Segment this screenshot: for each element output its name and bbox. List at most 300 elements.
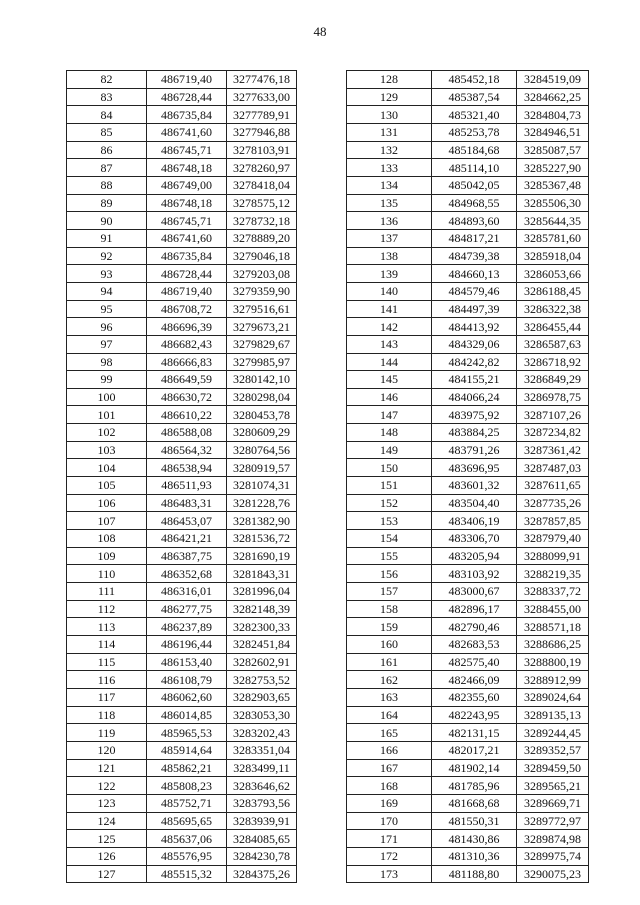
- table-row: [347, 477, 589, 495]
- point-number-cell: 136: [347, 212, 432, 230]
- point-number-cell: 149: [347, 441, 432, 459]
- y-coordinate-cell: 3282753,52: [227, 671, 297, 689]
- table-row: [347, 265, 589, 283]
- y-coordinate-cell: 3289352,57: [517, 741, 589, 759]
- y-coordinate-cell: 3287735,26: [517, 494, 589, 512]
- point-number-cell: 125: [67, 830, 147, 848]
- point-number-cell: 166: [347, 741, 432, 759]
- point-number-cell: 156: [347, 565, 432, 583]
- table-row: [67, 71, 297, 89]
- point-number-cell: 167: [347, 759, 432, 777]
- point-number-cell: 100: [67, 388, 147, 406]
- y-coordinate-cell: 3288455,00: [517, 600, 589, 618]
- point-number-cell: 87: [67, 159, 147, 177]
- y-coordinate-cell: 3284804,73: [517, 106, 589, 124]
- y-coordinate-cell: 3287979,40: [517, 530, 589, 548]
- point-number-cell: 108: [67, 530, 147, 548]
- x-coordinate-cell: 486682,43: [147, 335, 227, 353]
- table-row: [67, 353, 297, 371]
- point-number-cell: 147: [347, 406, 432, 424]
- y-coordinate-cell: 3289772,97: [517, 812, 589, 830]
- point-number-cell: 86: [67, 141, 147, 159]
- x-coordinate-cell: 483884,25: [432, 424, 517, 442]
- point-number-cell: 91: [67, 229, 147, 247]
- point-number-cell: 95: [67, 300, 147, 318]
- y-coordinate-cell: 3289565,21: [517, 777, 589, 795]
- x-coordinate-cell: 485184,68: [432, 141, 517, 159]
- x-coordinate-cell: 485387,54: [432, 88, 517, 106]
- x-coordinate-cell: 485637,06: [147, 830, 227, 848]
- point-number-cell: 109: [67, 547, 147, 565]
- x-coordinate-cell: 486708,72: [147, 300, 227, 318]
- x-coordinate-cell: 486277,75: [147, 600, 227, 618]
- x-coordinate-cell: 483103,92: [432, 565, 517, 583]
- y-coordinate-cell: 3283646,62: [227, 777, 297, 795]
- x-coordinate-cell: 486387,75: [147, 547, 227, 565]
- table-row: [347, 706, 589, 724]
- table-row: [67, 530, 297, 548]
- table-row: [347, 547, 589, 565]
- table-row: [67, 388, 297, 406]
- x-coordinate-cell: 486153,40: [147, 653, 227, 671]
- y-coordinate-cell: 3279203,08: [227, 265, 297, 283]
- y-coordinate-cell: 3286587,63: [517, 335, 589, 353]
- point-number-cell: 137: [347, 229, 432, 247]
- point-number-cell: 154: [347, 530, 432, 548]
- x-coordinate-cell: 485321,40: [432, 106, 517, 124]
- point-number-cell: 172: [347, 847, 432, 865]
- x-coordinate-cell: 483504,40: [432, 494, 517, 512]
- point-number-cell: 101: [67, 406, 147, 424]
- x-coordinate-cell: 486014,85: [147, 706, 227, 724]
- x-coordinate-cell: 484329,06: [432, 335, 517, 353]
- y-coordinate-cell: 3279359,90: [227, 282, 297, 300]
- table-row: [347, 847, 589, 865]
- y-coordinate-cell: 3288800,19: [517, 653, 589, 671]
- table-row: [67, 159, 297, 177]
- point-number-cell: 170: [347, 812, 432, 830]
- point-number-cell: 89: [67, 194, 147, 212]
- table-row: [347, 424, 589, 442]
- x-coordinate-cell: 482790,46: [432, 618, 517, 636]
- point-number-cell: 133: [347, 159, 432, 177]
- y-coordinate-cell: 3281690,19: [227, 547, 297, 565]
- y-coordinate-cell: 3286849,29: [517, 371, 589, 389]
- x-coordinate-cell: 483406,19: [432, 512, 517, 530]
- table-row: [347, 512, 589, 530]
- y-coordinate-cell: 3282602,91: [227, 653, 297, 671]
- x-coordinate-cell: 484660,13: [432, 265, 517, 283]
- y-coordinate-cell: 3285781,60: [517, 229, 589, 247]
- x-coordinate-cell: 485576,95: [147, 847, 227, 865]
- y-coordinate-cell: 3289244,45: [517, 724, 589, 742]
- x-coordinate-cell: 481902,14: [432, 759, 517, 777]
- table-row: [347, 71, 589, 89]
- point-number-cell: 113: [67, 618, 147, 636]
- x-coordinate-cell: 484739,38: [432, 247, 517, 265]
- table-row: [67, 671, 297, 689]
- point-number-cell: 142: [347, 318, 432, 336]
- point-number-cell: 83: [67, 88, 147, 106]
- x-coordinate-cell: 486666,83: [147, 353, 227, 371]
- x-coordinate-cell: 486483,31: [147, 494, 227, 512]
- point-number-cell: 158: [347, 600, 432, 618]
- y-coordinate-cell: 3286455,44: [517, 318, 589, 336]
- y-coordinate-cell: 3283202,43: [227, 724, 297, 742]
- x-coordinate-cell: 486728,44: [147, 265, 227, 283]
- point-number-cell: 132: [347, 141, 432, 159]
- y-coordinate-cell: 3287361,42: [517, 441, 589, 459]
- table-row: [67, 653, 297, 671]
- x-coordinate-cell: 486421,21: [147, 530, 227, 548]
- table-row: [67, 141, 297, 159]
- table-row: [347, 636, 589, 654]
- x-coordinate-cell: 485515,32: [147, 865, 227, 883]
- point-number-cell: 84: [67, 106, 147, 124]
- table-row: [347, 300, 589, 318]
- y-coordinate-cell: 3278732,18: [227, 212, 297, 230]
- y-coordinate-cell: 3280919,57: [227, 459, 297, 477]
- point-number-cell: 162: [347, 671, 432, 689]
- x-coordinate-cell: 483000,67: [432, 583, 517, 601]
- x-coordinate-cell: 484968,55: [432, 194, 517, 212]
- y-coordinate-cell: 3278889,20: [227, 229, 297, 247]
- x-coordinate-cell: 485114,10: [432, 159, 517, 177]
- table-row: [67, 459, 297, 477]
- table-row: [67, 688, 297, 706]
- table-row: [67, 477, 297, 495]
- y-coordinate-cell: 3284375,26: [227, 865, 297, 883]
- table-row: [67, 794, 297, 812]
- y-coordinate-cell: 3277789,91: [227, 106, 297, 124]
- table-row: [67, 547, 297, 565]
- table-row: [67, 865, 297, 883]
- table-row: [347, 318, 589, 336]
- y-coordinate-cell: 3282903,65: [227, 688, 297, 706]
- x-coordinate-cell: 486511,93: [147, 477, 227, 495]
- y-coordinate-cell: 3279829,67: [227, 335, 297, 353]
- table-row: [67, 424, 297, 442]
- y-coordinate-cell: 3278260,97: [227, 159, 297, 177]
- y-coordinate-cell: 3277946,88: [227, 123, 297, 141]
- point-number-cell: 120: [67, 741, 147, 759]
- point-number-cell: 148: [347, 424, 432, 442]
- y-coordinate-cell: 3278575,12: [227, 194, 297, 212]
- x-coordinate-cell: 484066,24: [432, 388, 517, 406]
- y-coordinate-cell: 3285918,04: [517, 247, 589, 265]
- x-coordinate-cell: 486564,32: [147, 441, 227, 459]
- point-number-cell: 110: [67, 565, 147, 583]
- y-coordinate-cell: 3282148,39: [227, 600, 297, 618]
- y-coordinate-cell: 3285227,90: [517, 159, 589, 177]
- x-coordinate-cell: 481785,96: [432, 777, 517, 795]
- y-coordinate-cell: 3281382,90: [227, 512, 297, 530]
- point-number-cell: 143: [347, 335, 432, 353]
- y-coordinate-cell: 3288337,72: [517, 583, 589, 601]
- y-coordinate-cell: 3282451,84: [227, 636, 297, 654]
- x-coordinate-cell: 486588,08: [147, 424, 227, 442]
- point-number-cell: 164: [347, 706, 432, 724]
- table-row: [67, 229, 297, 247]
- table-row: [67, 706, 297, 724]
- coordinates-table-right: [346, 70, 589, 883]
- x-coordinate-cell: 484579,46: [432, 282, 517, 300]
- x-coordinate-cell: 486735,84: [147, 106, 227, 124]
- y-coordinate-cell: 3287487,03: [517, 459, 589, 477]
- y-coordinate-cell: 3288571,18: [517, 618, 589, 636]
- y-coordinate-cell: 3287611,65: [517, 477, 589, 495]
- table-row: [347, 565, 589, 583]
- table-row: [347, 688, 589, 706]
- point-number-cell: 117: [67, 688, 147, 706]
- x-coordinate-cell: 486745,71: [147, 141, 227, 159]
- table-row: [347, 530, 589, 548]
- table-row: [347, 282, 589, 300]
- y-coordinate-cell: 3279985,97: [227, 353, 297, 371]
- x-coordinate-cell: 484497,39: [432, 300, 517, 318]
- x-coordinate-cell: 486649,59: [147, 371, 227, 389]
- table-row: [67, 88, 297, 106]
- point-number-cell: 124: [67, 812, 147, 830]
- y-coordinate-cell: 3283793,56: [227, 794, 297, 812]
- point-number-cell: 111: [67, 583, 147, 601]
- x-coordinate-cell: 483975,92: [432, 406, 517, 424]
- x-coordinate-cell: 486735,84: [147, 247, 227, 265]
- table-row: [67, 212, 297, 230]
- table-row: [67, 123, 297, 141]
- point-number-cell: 127: [67, 865, 147, 883]
- y-coordinate-cell: 3281536,72: [227, 530, 297, 548]
- table-row: [347, 212, 589, 230]
- x-coordinate-cell: 485695,65: [147, 812, 227, 830]
- table-row: [67, 812, 297, 830]
- x-coordinate-cell: 481310,36: [432, 847, 517, 865]
- y-coordinate-cell: 3281996,04: [227, 583, 297, 601]
- y-coordinate-cell: 3288099,91: [517, 547, 589, 565]
- table-row: [347, 865, 589, 883]
- point-number-cell: 104: [67, 459, 147, 477]
- y-coordinate-cell: 3288219,35: [517, 565, 589, 583]
- coordinates-table-left: [66, 70, 297, 883]
- x-coordinate-cell: 481430,86: [432, 830, 517, 848]
- point-number-cell: 134: [347, 176, 432, 194]
- x-coordinate-cell: 486719,40: [147, 71, 227, 89]
- table-row: [347, 247, 589, 265]
- x-coordinate-cell: 486728,44: [147, 88, 227, 106]
- x-coordinate-cell: 482896,17: [432, 600, 517, 618]
- x-coordinate-cell: 481550,31: [432, 812, 517, 830]
- table-row: [67, 371, 297, 389]
- point-number-cell: 144: [347, 353, 432, 371]
- y-coordinate-cell: 3277476,18: [227, 71, 297, 89]
- point-number-cell: 116: [67, 671, 147, 689]
- y-coordinate-cell: 3283499,11: [227, 759, 297, 777]
- y-coordinate-cell: 3286978,75: [517, 388, 589, 406]
- table-row: [347, 653, 589, 671]
- y-coordinate-cell: 3284946,51: [517, 123, 589, 141]
- point-number-cell: 98: [67, 353, 147, 371]
- table-row: [67, 724, 297, 742]
- y-coordinate-cell: 3285087,57: [517, 141, 589, 159]
- x-coordinate-cell: 486719,40: [147, 282, 227, 300]
- table-row: [67, 565, 297, 583]
- table-row: [67, 247, 297, 265]
- point-number-cell: 130: [347, 106, 432, 124]
- x-coordinate-cell: 484242,82: [432, 353, 517, 371]
- point-number-cell: 138: [347, 247, 432, 265]
- table-row: [67, 441, 297, 459]
- x-coordinate-cell: 481188,80: [432, 865, 517, 883]
- table-row: [347, 812, 589, 830]
- point-number-cell: 126: [67, 847, 147, 865]
- x-coordinate-cell: 486741,60: [147, 123, 227, 141]
- point-number-cell: 171: [347, 830, 432, 848]
- table-row: [347, 141, 589, 159]
- x-coordinate-cell: 486748,18: [147, 194, 227, 212]
- table-row: [67, 265, 297, 283]
- y-coordinate-cell: 3280298,04: [227, 388, 297, 406]
- y-coordinate-cell: 3286322,38: [517, 300, 589, 318]
- point-number-cell: 140: [347, 282, 432, 300]
- y-coordinate-cell: 3287857,85: [517, 512, 589, 530]
- table-row: [67, 406, 297, 424]
- table-row: [67, 741, 297, 759]
- x-coordinate-cell: 483205,94: [432, 547, 517, 565]
- table-row: [347, 176, 589, 194]
- y-coordinate-cell: 3277633,00: [227, 88, 297, 106]
- point-number-cell: 163: [347, 688, 432, 706]
- point-number-cell: 105: [67, 477, 147, 495]
- x-coordinate-cell: 485862,21: [147, 759, 227, 777]
- y-coordinate-cell: 3286718,92: [517, 353, 589, 371]
- table-row: [67, 847, 297, 865]
- point-number-cell: 121: [67, 759, 147, 777]
- table-row: [67, 830, 297, 848]
- point-number-cell: 150: [347, 459, 432, 477]
- y-coordinate-cell: 3289669,71: [517, 794, 589, 812]
- x-coordinate-cell: 486316,01: [147, 583, 227, 601]
- point-number-cell: 128: [347, 71, 432, 89]
- y-coordinate-cell: 3284662,25: [517, 88, 589, 106]
- point-number-cell: 103: [67, 441, 147, 459]
- table-row: [347, 600, 589, 618]
- y-coordinate-cell: 3282300,33: [227, 618, 297, 636]
- x-coordinate-cell: 486453,07: [147, 512, 227, 530]
- y-coordinate-cell: 3286053,66: [517, 265, 589, 283]
- y-coordinate-cell: 3283939,91: [227, 812, 297, 830]
- table-row: [347, 335, 589, 353]
- table-row: [347, 88, 589, 106]
- y-coordinate-cell: 3289459,50: [517, 759, 589, 777]
- table-row: [67, 335, 297, 353]
- point-number-cell: 165: [347, 724, 432, 742]
- table-row: [67, 600, 297, 618]
- x-coordinate-cell: 484817,21: [432, 229, 517, 247]
- table-row: [67, 318, 297, 336]
- table-row: [347, 494, 589, 512]
- point-number-cell: 131: [347, 123, 432, 141]
- x-coordinate-cell: 482131,15: [432, 724, 517, 742]
- point-number-cell: 96: [67, 318, 147, 336]
- point-number-cell: 92: [67, 247, 147, 265]
- point-number-cell: 157: [347, 583, 432, 601]
- y-coordinate-cell: 3287107,26: [517, 406, 589, 424]
- y-coordinate-cell: 3279673,21: [227, 318, 297, 336]
- y-coordinate-cell: 3278418,04: [227, 176, 297, 194]
- table-row: [347, 388, 589, 406]
- table-row: [67, 618, 297, 636]
- point-number-cell: 145: [347, 371, 432, 389]
- point-number-cell: 106: [67, 494, 147, 512]
- table-row: [347, 618, 589, 636]
- x-coordinate-cell: 482355,60: [432, 688, 517, 706]
- point-number-cell: 90: [67, 212, 147, 230]
- point-number-cell: 153: [347, 512, 432, 530]
- table-row: [67, 106, 297, 124]
- x-coordinate-cell: 482243,95: [432, 706, 517, 724]
- table-row: [67, 194, 297, 212]
- y-coordinate-cell: 3280142,10: [227, 371, 297, 389]
- y-coordinate-cell: 3279046,18: [227, 247, 297, 265]
- point-number-cell: 151: [347, 477, 432, 495]
- y-coordinate-cell: 3289975,74: [517, 847, 589, 865]
- point-number-cell: 161: [347, 653, 432, 671]
- point-number-cell: 122: [67, 777, 147, 795]
- x-coordinate-cell: 486352,68: [147, 565, 227, 583]
- x-coordinate-cell: 483791,26: [432, 441, 517, 459]
- y-coordinate-cell: 3278103,91: [227, 141, 297, 159]
- x-coordinate-cell: 486538,94: [147, 459, 227, 477]
- table-row: [347, 459, 589, 477]
- y-coordinate-cell: 3289024,64: [517, 688, 589, 706]
- x-coordinate-cell: 482017,21: [432, 741, 517, 759]
- point-number-cell: 82: [67, 71, 147, 89]
- x-coordinate-cell: 485965,53: [147, 724, 227, 742]
- point-number-cell: 99: [67, 371, 147, 389]
- y-coordinate-cell: 3284230,78: [227, 847, 297, 865]
- table-row: [67, 636, 297, 654]
- x-coordinate-cell: 486062,60: [147, 688, 227, 706]
- y-coordinate-cell: 3284519,09: [517, 71, 589, 89]
- table-row: [347, 353, 589, 371]
- y-coordinate-cell: 3280453,78: [227, 406, 297, 424]
- y-coordinate-cell: 3289874,98: [517, 830, 589, 848]
- table-row: [347, 724, 589, 742]
- table-row: [347, 671, 589, 689]
- point-number-cell: 118: [67, 706, 147, 724]
- y-coordinate-cell: 3284085,65: [227, 830, 297, 848]
- y-coordinate-cell: 3281074,31: [227, 477, 297, 495]
- x-coordinate-cell: 483696,95: [432, 459, 517, 477]
- y-coordinate-cell: 3288686,25: [517, 636, 589, 654]
- x-coordinate-cell: 485253,78: [432, 123, 517, 141]
- y-coordinate-cell: 3285367,48: [517, 176, 589, 194]
- point-number-cell: 119: [67, 724, 147, 742]
- point-number-cell: 173: [347, 865, 432, 883]
- point-number-cell: 107: [67, 512, 147, 530]
- x-coordinate-cell: 483306,70: [432, 530, 517, 548]
- x-coordinate-cell: 485452,18: [432, 71, 517, 89]
- y-coordinate-cell: 3287234,82: [517, 424, 589, 442]
- y-coordinate-cell: 3289135,13: [517, 706, 589, 724]
- x-coordinate-cell: 486748,18: [147, 159, 227, 177]
- table-row: [347, 583, 589, 601]
- x-coordinate-cell: 486741,60: [147, 229, 227, 247]
- table-row: [347, 759, 589, 777]
- x-coordinate-cell: 481668,68: [432, 794, 517, 812]
- point-number-cell: 123: [67, 794, 147, 812]
- point-number-cell: 169: [347, 794, 432, 812]
